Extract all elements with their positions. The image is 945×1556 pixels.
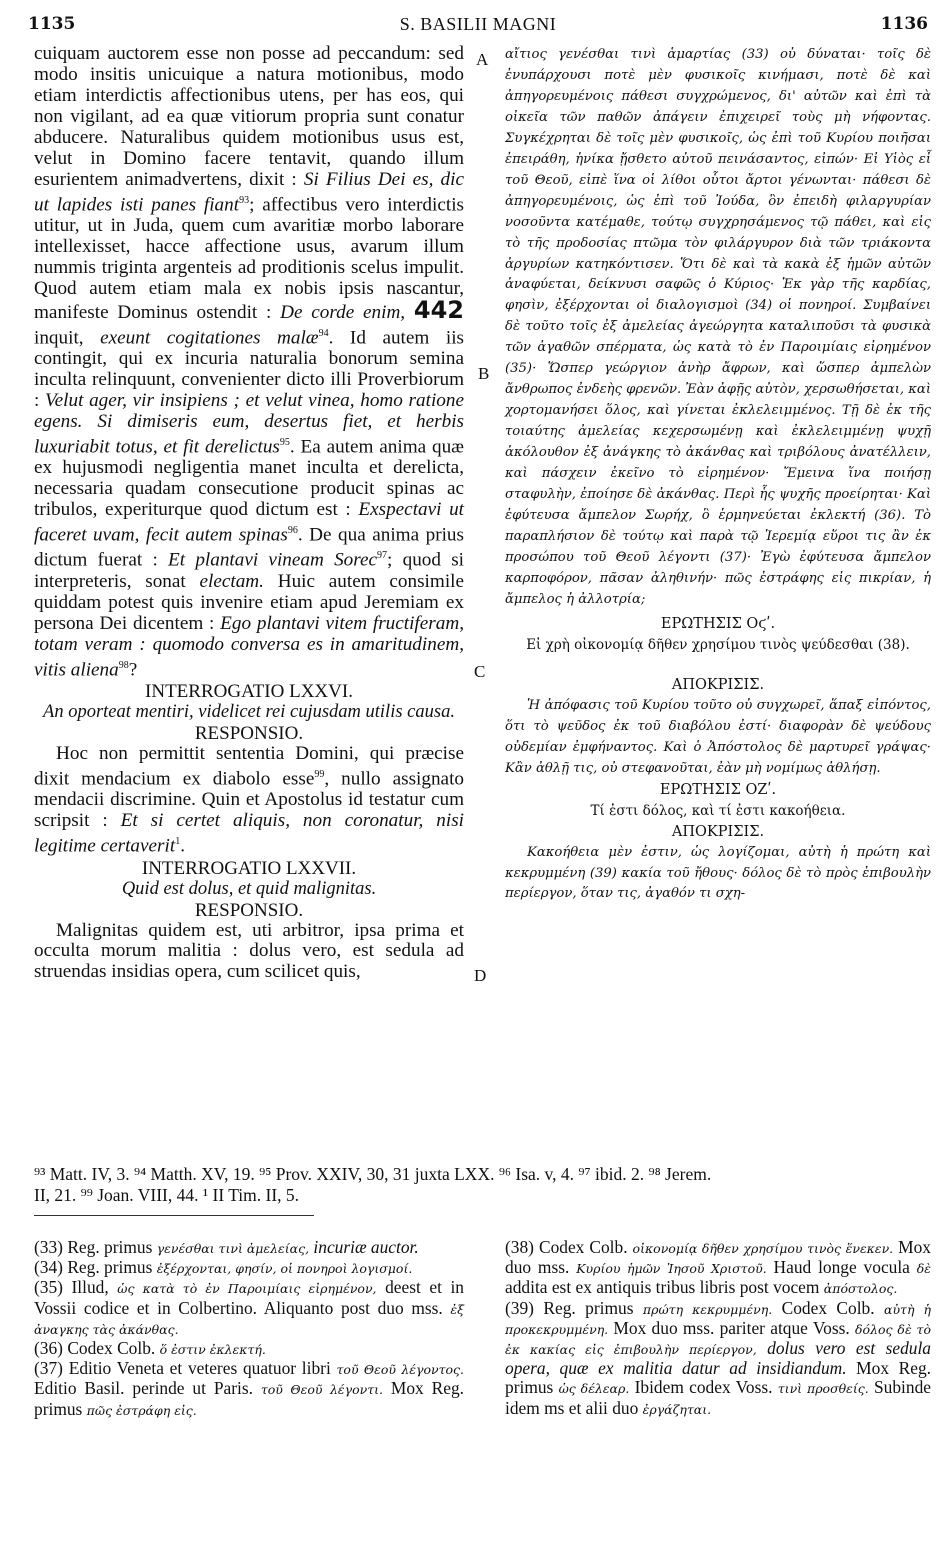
scripture-footnotes — [34, 1164, 934, 1206]
apokrisis-76-heading: ΑΠΟΚΡΙΣΙΣ. — [671, 676, 765, 693]
greek-column — [505, 45, 931, 905]
column-number: 442 — [413, 295, 464, 324]
latin-paragraph-1: cuiquam auctorem esse non posse ad peccandum: sed modo insitis unicuique a natura motionibus, modo etiam interdictis affectionibus utens, per has eos, qui non vigilant, ad ea quæ vitiorum propria sunt conatur abducere. Naturalibus quidem motionibus usus est, velut in Domino facere tentavit, quando illum esurientem animadvertens, dixit : Si Filius Dei es, dic ut lapides isti panes fiant$^{93}$; affectibus vero interdictis utitur, ut in Juda, quem cum avaritiæ morbo laborare intellexisset, hacce affectione usus, avarum illum nummis triginta argenteis ad proditionis scelus impulit. Quod autem etiam mala ex nobis ipsis nascantur, manifeste Dominus ostendit : De corde enim, 442 inquit, exeunt cogitationes malæ$^{94}$. Id autem iis contingit, qui ex incuria naturalia bonorum semina inculta relinquunt, convenienter dicto illi Proverbiorum : Velut ager, vir insipiens ; et velut vinea, homo ratione egens. Si dimiseris eum, desertus fiet, et herbis luxuriabit totus, et fit derelictus$^{95}$. Ea autem anima quæ ex hujusmodi negligentia manet inculta et derelicta, necessaria quadam consecutione producit spinas ac tribulos, experiturque quod dictum est : Exspectavi ut faceret uvam, fecit autem spinas$^{96}$. De qua anima prius dictum fuerat : Et plantavi vineam Sorec$^{97}$; quod si interpreteris, sonat electam. Huic autem consimile quiddam potest quis invenire etiam apud Jeremiam ex persona Dei dicentem : Ego plantavi vitem fructiferam, totam veram : quomodo conversa es in amaritudinem, vitis aliena$^{98}$? — [34, 43, 464, 681]
margin-letter-a: A — [476, 50, 489, 69]
critical-note-33: (33) Reg. primus γενέσθαι τινὶ ἀμελείας, incuriæ auctor. — [34, 1237, 419, 1257]
greek-paragraph-2: Ἡ ἀπόφασις τοῦ Κυρίου τοῦτο οὐ συγχωρεῖ, ἅπαξ εἰπόντος, ὅτι τὸ ψεῦδος ἐκ τοῦ διαβόλου ἐστί· διαφορὰν δὲ ψεύδους οὐδεμίαν ἐμφήναντος. Καὶ ὁ Ἀπόστολος δὲ μαρτυρεῖ γράψας· Κἂν ἀθλῇ τις, οὐ στεφανοῦται, ἐὰν μὴ νομίμως ἀθλήσῃ. — [505, 697, 931, 776]
page-number-right: 1136 — [880, 14, 928, 34]
latin-paragraph-2: Hoc non permittit sententia Domini, qui præcise dixit mendacium ex diabolo esse$^{99}$, nullo assignato mendacii discrimine. Quin et Apostolus id testatur cum scripsit : Et si certet aliquis, non coronatur, nisi legitime certaverit$^1$. — [34, 742, 464, 857]
critical-note-38: (38) Codex Colb. οἰκονομίᾳ δῆθεν χρησίμου τινὸς ἕνεκεν. Mox duo mss. Κυρίου ἡμῶν Ἰησοῦ Χριστοῦ. Haud longe vocula δὲ addita est ex antiquis tribus libris post vocem ἀπόστολος. — [505, 1237, 932, 1298]
erotesis-77-question: Τί ἐστι δόλος, καὶ τί ἐστι κακοήθεια. — [590, 802, 846, 819]
erotesis-76-question: Εἰ χρὴ οἰκονομίᾳ δῆθεν χρησίμου τινὸς ψεύδεσθαι (38). — [526, 636, 910, 653]
interrogatio-76-question: An oporteat mentiri, videlicet rei cujusdam utilis causa. — [43, 701, 455, 722]
greek-paragraph-3: Κακοήθεια μὲν ἐστιν, ὡς λογίζομαι, αὐτὴ ἡ πρώτη καὶ κεκρυμμένη (39) κακία τοῦ ἤθους· δόλος δὲ τὸ πρὸς ἐπιβουλὴν περίεργον, ὅταν τις, ἀγαθόν τι σχη- — [505, 844, 931, 902]
responsio-77-heading: RESPONSIO. — [194, 899, 304, 921]
latin-paragraph-3: Malignitas quidem est, uti arbitror, ipsa prima et occulta morum malitia : dolus vero, est sedula ad struendas insidias opera, cum scilicet quis, — [34, 919, 464, 983]
critical-note-36: (36) Codex Colb. ὅ ἐστιν ἐκλεκτή. — [34, 1338, 266, 1359]
interrogatio-76-heading: INTERROGATIO LXXVI. — [145, 680, 353, 702]
footnote-divider — [34, 1215, 314, 1216]
margin-letter-d: D — [474, 966, 487, 985]
critical-note-39: (39) Reg. primus πρώτη κεκρυμμένη. Codex Colb. αὐτὴ ἡ προκεκρυμμένη. Mox duo mss. pariter atque Voss. δόλος δὲ τὸ ἐκ κακίας εἰς ἐπιβουλὴν περίεργον, dolus vero est sedula opera, quæ ex malitia datur ad insidiandum. Mox Reg. primus ὡς δέλεαρ. Ibidem codex Voss. τινὶ προσθείς. Subinde idem ms et alii duo ἐργάζηται. — [505, 1297, 931, 1418]
greek-paragraph-1: αἴτιος γενέσθαι τινὶ ἁμαρτίας (33) οὐ δύναται· τοῖς δὲ ἐνυπάρχουσι ποτὲ μὲν φυσικοῖς κινήμασι, ποτὲ δὲ καὶ ἀπηγορευμένοις πάθεσι συγχρώμενος, δι' αὐτῶν καὶ ἐπὶ τὰ οἰκεῖα τῶν παθῶν ἀπάγειν ἐπιχειρεῖ τοὺς μὴ νήφοντας. Συγκέχρηται δὲ τοῖς μὲν φυσικοῖς, ὡς ἐπὶ τοῦ Κυρίου ποιῆσαι ἐπειράθη, ἡνίκα ᾔσθετο αὐτοῦ πεινάσαντος, εἰπών· Εἰ Υἱὸς εἶ τοῦ Θεοῦ, εἰπὲ ἵνα οἱ λίθοι οὗτοι ἄρτοι γένωνται· πάθεσι δὲ ἀπηγορευμένοις, ὡς ἐπὶ τοῦ Ἰούδα, ὃν ἐπειδὴ φιλαργυρίαν νοσοῦντα κατέμαθε, τούτῳ συγχρησάμενος τῷ πάθει, καὶ εἰς τὸ τῆς προδοσίας πτῶμα τὸν φιλάργυρον διὰ τῶν τριάκοντα ἀργυρίων κατηκόντισεν. Ὅτι δὲ καὶ τὰ κακὰ ἐξ ἡμῶν αὐτῶν ἀναφύεται, δείκνυσι σαφῶς ὁ Κύριος· Ἐκ γὰρ τῆς καρδίας, φησὶν, ἐξέρχονται οἱ διαλογισμοὶ (34) οἱ πονηροί. Συμβαίνει δὲ τοῦτο τοῖς ἐξ ἀμελείας ἀγεώργητα καταλιποῦσι τὰ φυσικὰ τῶν ἀγαθῶν σπέρματα, ὡς κατὰ τὸ ἐν Παροιμίαις εἰρημένον (35)· Ὥσπερ γεώργιον ἀνὴρ ἄφρων, καὶ ὥσπερ ἀμπελὼν ἄνθρωπος ἐνδεὴς φρενῶν. Ἐὰν ἀφῇς αὐτὸν, χερσωθήσεται, καὶ χορτομανήσει ὅλος, καὶ γίνεται ἐκλελειμμένος. Τῇ δὲ ἐκ τῆς τοιαύτης ἀμελείας κεχερσωμένῃ καὶ ἐκλελειμμένῃ ψυχῇ ἀκόλουθον ἐξ ἀνάγκης τὸ ἀκάνθας καὶ τριβόλους ἀνατέλλειν, καὶ πάσχειν ἐκεῖνο τὸ εἰρημένον· Ἔμεινα ἵνα ποιήσῃ σταφυλὴν, ἐποίησε δὲ ἀκάνθας. Περὶ ἧς ψυχῆς προείρηται· Καὶ ἐφύτευσα ἄμπελον Σωρήχ, ὃ ἑρμηνεύεται ἐκλεκτή (36). Τὸ παραπλήσιον δὲ τούτῳ καὶ παρὰ τῷ Ἱερεμίᾳ εὕροι τις ἂν ἐκ προσώπου τοῦ Θεοῦ λέγοντι (37)· Ἐγὼ ἐφύτευσα ἄμπελον καρποφόρον, πᾶσαν ἀληθινήν· πῶς ἐστράφης εἰς πικρίαν, ἡ ἄμπελος ἡ ἀλλοτρία; — [505, 47, 931, 607]
margin-letter-c: C — [474, 662, 486, 681]
page-number-left: 1135 — [28, 14, 76, 34]
interrogatio-77-heading: INTERROGATIO LXXVII. — [141, 857, 357, 879]
critical-notes-right — [505, 1238, 931, 1419]
apokrisis-77-heading: ΑΠΟΚΡΙΣΙΣ. — [671, 823, 765, 840]
footnote-line-2: II, 21. ⁹⁹ Joan. VIII, 44. ¹ II Tim. II, 5. — [34, 1185, 300, 1205]
responsio-76-heading: RESPONSIO. — [194, 722, 304, 744]
critical-note-34: (34) Reg. primus ἐξέρχονται, φησίν, οἱ πονηροὶ λογισμοί. — [34, 1257, 413, 1278]
interrogatio-77-question: Quid est dolus, et quid malignitas. — [121, 878, 377, 899]
running-title: S. BASILII MAGNI — [399, 14, 557, 34]
latin-column — [34, 44, 464, 983]
erotesis-76-heading: ΕΡΩΤΗΣΙΣ Οϛʹ. — [660, 615, 776, 632]
margin-letter-b: B — [478, 364, 490, 383]
erotesis-77-heading: ΕΡΩΤΗΣΙΣ ΟΖʹ. — [659, 781, 777, 798]
critical-notes-left — [34, 1238, 464, 1420]
critical-note-35: (35) Illud, ὡς κατὰ τὸ ἐν Παροιμίαις εἰρημένον, deest et in Vossii codice et in Colbertino. Aliquanto post duo mss. ἐξ ἀναγκης τὰς ἀκάνθας. — [34, 1277, 464, 1337]
critical-note-37: (37) Editio Veneta et veteres quatuor libri τοῦ Θεοῦ λέγοντος. Editio Basil. perinde ut Paris. τοῦ Θεοῦ λέγοντι. Mox Reg. primus πῶς ἐστράφη εἰς. — [34, 1358, 464, 1419]
footnote-line-1: ⁹³ Matt. IV, 3. ⁹⁴ Matth. XV, 19. ⁹⁵ Prov. XXIV, 30, 31 juxta LXX. ⁹⁶ Isa. v, 4. ⁹⁷ ibid. 2. ⁹⁸ Jerem. — [34, 1164, 712, 1184]
page-header — [28, 14, 928, 38]
